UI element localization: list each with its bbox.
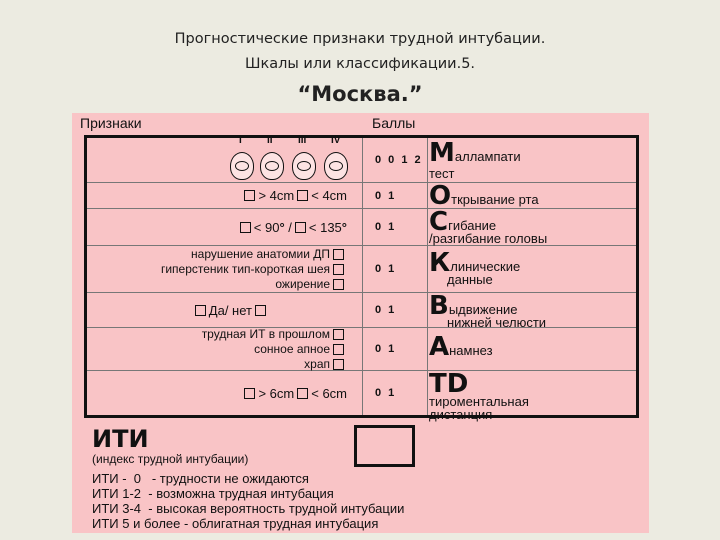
score-flexion: 0 1: [375, 221, 397, 233]
title-line-2: Шкалы или классификации.5.: [244, 56, 476, 72]
mouth-class-2-icon: [260, 152, 284, 180]
list-item: ИТИ 5 и более - облигатная трудная интубация: [92, 516, 379, 531]
slide-title: [0, 27, 720, 77]
header-signs: Признаки: [80, 115, 142, 131]
iti-subtitle: (индекс трудной интубации): [92, 452, 249, 466]
checkbox-icon[interactable]: [295, 222, 306, 233]
checkbox-icon[interactable]: [255, 305, 266, 316]
score-anamnesis: 0 1: [375, 343, 397, 355]
name-mallampati: Маллампати тест: [429, 138, 521, 181]
checkbox-icon[interactable]: [297, 388, 308, 399]
title-line-1: Прогностические признаки трудной интубации.: [174, 31, 546, 47]
checkbox-icon[interactable]: [244, 388, 255, 399]
checkbox-icon[interactable]: [333, 279, 344, 290]
mouth-class-4-icon: [324, 152, 348, 180]
iti-score-box[interactable]: [354, 425, 415, 467]
mouth-class-1-icon: [230, 152, 254, 180]
row-mouth-opening: > 4cm < 4cm 0 1 Открывание рта: [87, 183, 636, 209]
score-clinical: 0 1: [375, 263, 397, 275]
row-jaw: Да/ нет 0 1 Выдвижение нижней челюсти: [87, 293, 636, 328]
row-clinical: нарушение анатомии ДП гиперстеник тип-короткая шея ожирение 0 1 Клинические данные: [87, 246, 636, 293]
scale-panel: [72, 113, 649, 533]
checkbox-icon[interactable]: [333, 344, 344, 355]
score-mouth: 0 1: [375, 189, 397, 202]
score-thyromental: 0 1: [375, 387, 397, 399]
row-flexion: < 90 ° / < 135 ° 0 1 Сгибание /разгибание головы: [87, 209, 636, 246]
slide-subtitle: “Москва.”: [297, 82, 423, 106]
iti-title: ИТИ: [92, 425, 149, 453]
checkbox-icon[interactable]: [195, 305, 206, 316]
row-mallampati: [87, 135, 636, 183]
row-thyromental: > 6cm < 6cm 0 1 TD тироментальная дистанция: [87, 371, 636, 415]
checkbox-icon[interactable]: [240, 222, 251, 233]
list-item: ИТИ 1-2 - возможна трудная интубация: [92, 486, 334, 501]
checkbox-icon[interactable]: [297, 190, 308, 201]
score-mallampati: 0 0 1 2: [375, 154, 423, 166]
score-jaw: 0 1: [375, 304, 397, 316]
header-scores: Баллы: [372, 115, 416, 131]
mouth-class-3-icon: [292, 152, 316, 180]
scale-table: [84, 135, 639, 422]
checkbox-icon[interactable]: [244, 190, 255, 201]
mallampati-icons: I II III IV: [87, 138, 359, 182]
checkbox-icon[interactable]: [333, 264, 344, 275]
checkbox-icon[interactable]: [333, 329, 344, 340]
list-item: ИТИ - 0 - трудности не ожидаются: [92, 471, 309, 486]
iti-list: [92, 471, 404, 531]
checkbox-icon[interactable]: [333, 359, 344, 370]
list-item: ИТИ 3-4 - высокая вероятность трудной интубации: [92, 501, 405, 516]
checkbox-icon[interactable]: [333, 249, 344, 260]
row-anamnesis: трудная ИТ в прошлом сонное апное храп 0 1 Анамнез: [87, 328, 636, 371]
